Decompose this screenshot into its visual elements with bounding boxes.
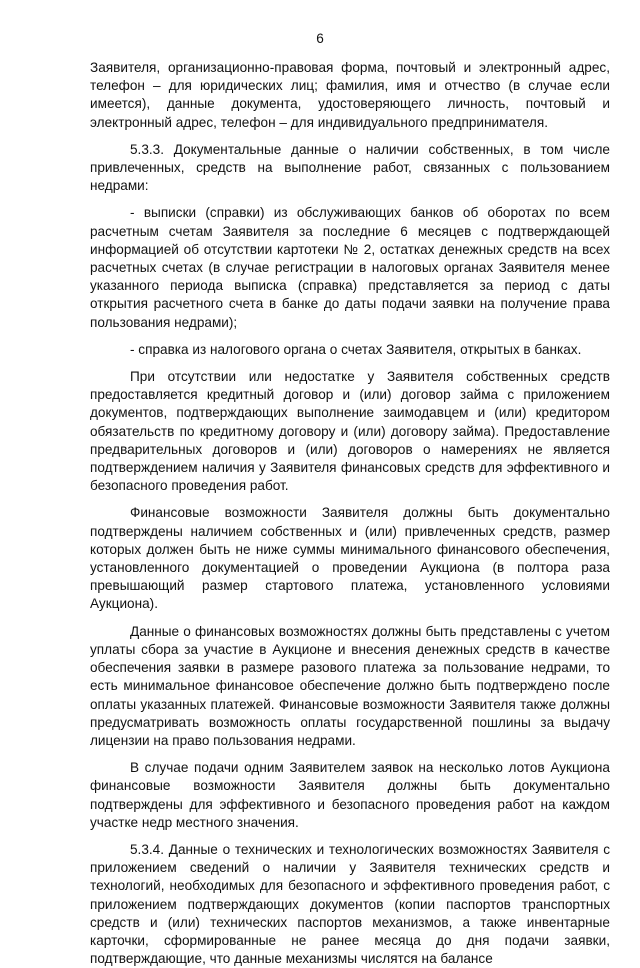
- paragraph-financial-data: Данные о финансовых возможностях должны быть представлены с учетом уплаты сбора за участие в Аукционе и внесения денежных средств в качестве обеспечения заявки в размере разового платежа за пользование недрами, то есть минимальное финансовое обеспечение должно быть подтверждено после оплаты указанных платежей. Финансовые возможности Заявителя также должны предусматривать возможность оплаты государственной пошлины за выдачу лицензии на право пользования недрами.: [90, 623, 610, 748]
- paragraph-applicant-details: Заявителя, организационно-правовая форма, почтовый и электронный адрес, телефон – для юридических лиц; фамилия, имя и отчество (в случае если имеется), данные документа, удостоверяющего личность, почтовый и электронный адрес, телефон – для индивидуального предпринимателя.: [90, 60, 610, 130]
- paragraph-credit-agreement: При отсутствии или недостатке у Заявителя собственных средств предоставляется кредитный договор и (или) договор займа с приложением документов, подтверждающих выполнение заимодавцем и (или) кредитором обязательств по кредитному договору и (или) договору займа). Предоставление предварительных договоров и (или) договоров о намерениях не является подтверждением наличия у Заявителя финансовых средств для эффективного и безопасного проведения работ.: [90, 369, 610, 494]
- paragraph-bank-statements: - выписки (справки) из обслуживающих банков об оборотах по всем расчетным счетам Заявителя за последние 6 месяцев с подтверждающей информацией об отсутствии картотеки № 2, остатках денежных средств на всех расчетных счетах (в случае регистрации в налоговых органах Заявителя менее указанного периода выписка (справка) представляется за период с даты открытия расчетного счета в банке до даты подачи заявки на получение права пользования недрами);: [90, 205, 610, 330]
- document-body: [90, 59, 610, 968]
- paragraph-5-3-3: 5.3.3. Документальные данные о наличии собственных, в том числе привлеченных, средств на выполнение работ, связанных с пользованием недрами:: [90, 141, 610, 194]
- page-number: 6: [316, 31, 324, 46]
- paragraph-5-3-4: 5.3.4. Данные о технических и технологических возможностях Заявителя с приложением сведений о наличии у Заявителя технических средств и технологий, необходимых для безопасного и эффективного проведения работ, с приложением подтверждающих документов (копии паспортов транспортных средств и (или) технических паспортов механизмов, а также инвентарные карточки, сформированные не ранее месяца до дня подачи заявки, подтверждающие, что данные механизмы числятся на балансе: [90, 841, 610, 967]
- paragraph-financial-capacity: Финансовые возможности Заявителя должны быть документально подтверждены наличием собственных и (или) привлеченных средств, размер которых должен быть не ниже суммы минимального финансового обеспечения, установленного документацией о проведении Аукциона (в полтора раза превышающий размер стартового платежа, установленного условиями Аукциона).: [90, 505, 610, 612]
- paragraph-multiple-lots: В случае подачи одним Заявителем заявок на несколько лотов Аукциона финансовые возможности Заявителя должны быть документально подтверждены для эффективного и безопасного проведения работ на каждом участке недр местного значения.: [90, 760, 610, 830]
- paragraph-tax-certificate: - справка из налогового органа о счетах Заявителя, открытых в банках.: [130, 341, 582, 357]
